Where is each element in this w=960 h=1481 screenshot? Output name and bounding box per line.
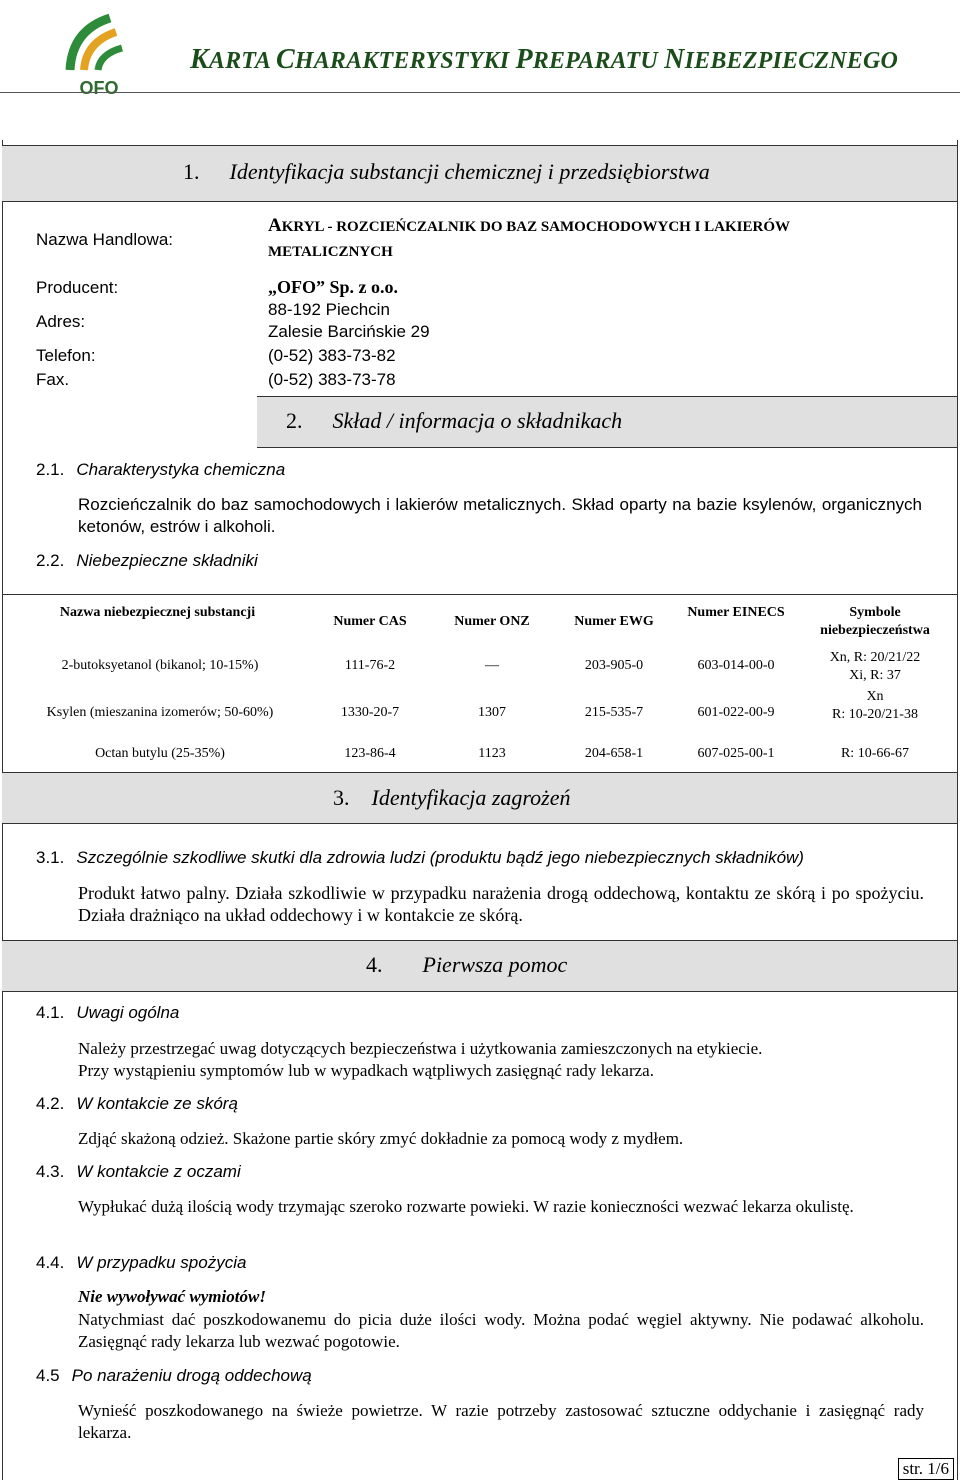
page-number: str. 1/6 — [898, 1458, 954, 1480]
subsection-4-1-title: 4.1. Uwagi ogólna — [36, 1003, 180, 1022]
table-row-3-cas: 123-86-4 — [344, 746, 396, 761]
section-2-title: 2. Skład / informacja o składnikach — [286, 408, 623, 433]
table-row-2-cas: 1330-20-7 — [340, 705, 400, 720]
frame-right — [957, 140, 958, 1480]
table-row-3-onz: 1123 — [478, 746, 506, 761]
th-name: Nazwa niebezpiecznej substancji — [59, 605, 256, 620]
phone-label: Telefon: — [36, 346, 96, 365]
subsection-4-3-title: 4.3. W kontakcie z oczami — [36, 1162, 241, 1181]
subsection-2-2-title: 2.2. Niebezpieczne składniki — [36, 551, 258, 570]
table-row-1-ewg: 203-905-0 — [584, 658, 644, 673]
subsection-4-2-text: Zdjąć skażoną odzież. Skażone partie skóry zmyć dokładnie za pomocą wody z mydłem. — [78, 1129, 684, 1148]
subsection-3-1-text: Produkt łatwo palny. Działa szkodliwie w przypadku narażenia drogą oddechową, kontaktu ze skórą i po spożyciu. Działa drażniąco na układ oddechowy i w kontakcie ze skórą. — [78, 883, 924, 925]
fax-label: Fax. — [36, 370, 70, 389]
th-onz: Numer ONZ — [454, 614, 530, 629]
table-row-2-einecs: 601-022-00-9 — [697, 705, 775, 720]
subsection-4-5-title: 4.5 Po narażeniu drogą oddechową — [36, 1366, 312, 1385]
address-label: Adres: — [36, 312, 86, 331]
trade-name-value: AKRYL - ROZCIEŃCZALNIK DO BAZ SAMOCHODOWYCH I LAKIERÓW METALICZNYCH — [268, 215, 791, 260]
subsection-2-1-text: Rozcieńczalnik do baz samochodowych i lakierów metalicznych. Skład oparty na bazie ksylenów, organicznych ketonów, estrów i alkoholi. — [78, 495, 922, 536]
fax-value: (0-52) 383-73-78 — [268, 370, 396, 389]
phone-value: (0-52) 383-73-82 — [268, 346, 396, 365]
table-row-1-name: 2-butoksyetanol (bikanol; 10-15%) — [61, 658, 259, 673]
table-row-3-ewg: 204-658-1 — [584, 746, 644, 761]
symbols-2: Xi, R: 37 — [849, 668, 901, 683]
svg-text:OFO: OFO — [79, 78, 119, 98]
th-ewg: Numer EWG — [574, 614, 654, 629]
table-row-1-onz: — — [485, 658, 499, 673]
subsection-4-3-text: Wypłukać dużą ilością wody trzymając szeroko rozwarte powieki. W razie konieczności wezwać lekarza okulistę. — [78, 1197, 854, 1216]
table-row-1-cas: 111-76-2 — [344, 658, 396, 673]
symbols-3: Xn — [866, 689, 884, 704]
th-einecs: Numer EINECS — [687, 605, 785, 620]
table-row-3-einecs: 607-025-00-1 — [697, 746, 775, 761]
subsection-2-1-title: 2.1. Charakterystyka chemiczna — [36, 460, 286, 479]
table-row-3-name: Octan butylu (25-35%) — [95, 746, 225, 761]
th-symbols: Symbole niebezpieczeństwa — [820, 605, 930, 638]
document-title: KARTA CHARAKTERYSTYKI PREPARATU NIEBEZPIECZNEGO — [190, 44, 899, 75]
section-1-title: 1. Identyfikacja substancji chemicznej i przedsiębiorstwa — [183, 159, 710, 184]
symbols-4: R: 10-20/21-38 — [832, 707, 918, 722]
subsection-4-1-text: Należy przestrzegać uwag dotyczących bezpieczeństwa i użytkowania zamieszczonych na etykiecie. Przy wystąpieniu symptomów lub w wypadkach wątpliwych zasięgnąć rady lekarza. — [78, 1039, 763, 1080]
producer-value: „OFO” Sp. z o.o. — [268, 277, 399, 297]
subsection-3-1-title: 3.1. Szczególnie szkodliwe skutki dla zdrowia ludzi (produktu bądź jego niebezpiecznych składników) — [36, 848, 804, 867]
symbols-1: Xn, R: 20/21/22 — [829, 650, 921, 665]
producer-label: Producent: — [36, 278, 119, 297]
table-row-2-onz: 1307 — [478, 705, 506, 720]
symbols-5: R: 10-66-67 — [840, 746, 910, 761]
section-3-title: 3. Identyfikacja zagrożeń — [333, 785, 571, 810]
table-row-2-name: Ksylen (mieszanina izomerów; 50-60%) — [46, 705, 274, 720]
subsection-4-2-title: 4.2. W kontakcie ze skórą — [36, 1094, 238, 1113]
address-line-2: Zalesie Barcińskie 29 — [268, 322, 430, 341]
th-cas: Numer CAS — [333, 614, 407, 629]
table-row-1-einecs: 603-014-00-0 — [697, 658, 775, 673]
section-4-title: 4. Pierwsza pomoc — [366, 952, 568, 977]
subsection-4-5-text: Wynieść poszkodowanego na świeże powietrze. W razie potrzeby zastosować sztuczne oddychanie i zasięgnąć rady lekarza. — [78, 1401, 924, 1442]
table-row-2-ewg: 215-535-7 — [584, 705, 644, 720]
subsection-4-4-text: Natychmiast dać poszkodowanemu do picia duże ilości wody. Można podać węgiel aktywny. Nie podawać alkoholu. Zasięgnąć rady lekarza lub wezwać pogotowie. — [78, 1310, 924, 1351]
subsection-4-4-title: 4.4. W przypadku spożycia — [36, 1253, 247, 1272]
subsection-4-4-warning: Nie wywoływać wymiotów! — [78, 1287, 266, 1306]
trade-name-label: Nazwa Handlowa: — [36, 230, 174, 249]
address-line-1: 88-192 Piechcin — [268, 300, 390, 319]
header-divider — [0, 92, 960, 93]
